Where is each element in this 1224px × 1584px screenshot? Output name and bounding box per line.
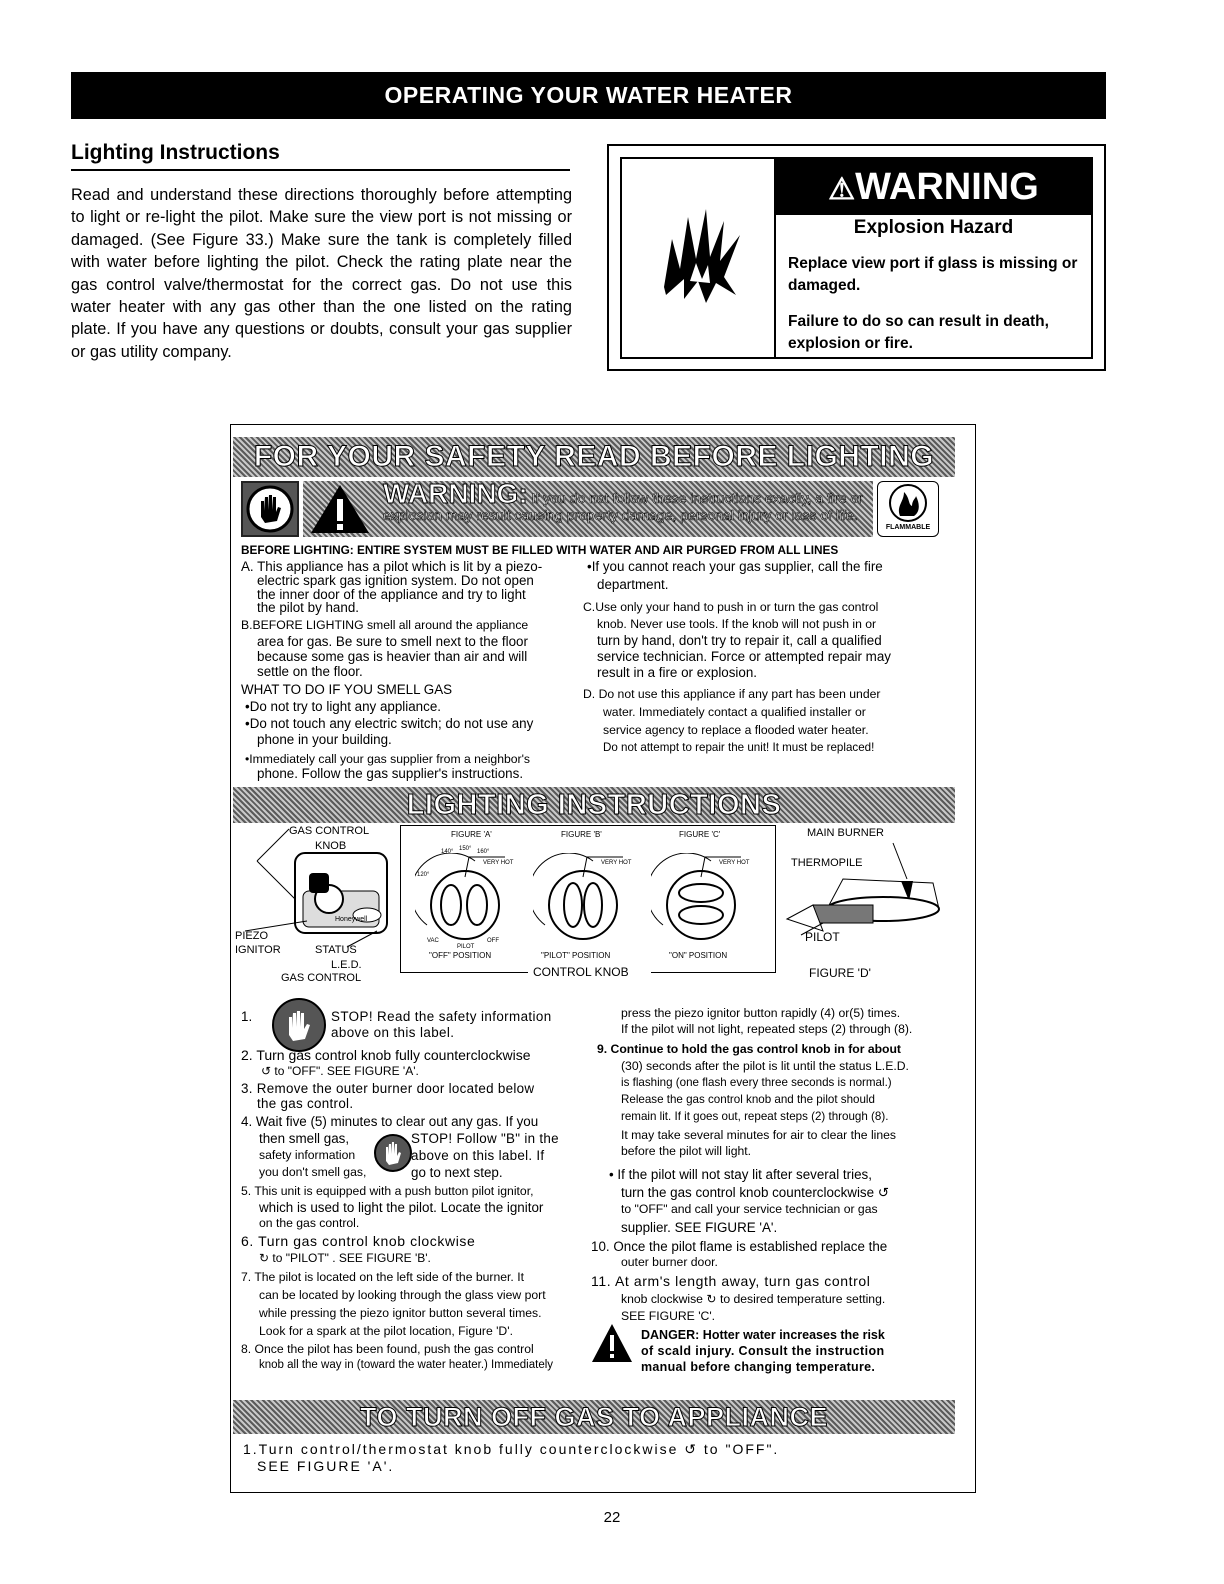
safety-header-bar [233,437,955,477]
figure-b-label: FIGURE 'B' [561,830,602,839]
step-11-line2: knob clockwise ↻ to desired temperature setting. [621,1292,886,1306]
fire-dept-line2: department. [597,577,669,592]
step-11-line1: 11. At arm's length away, turn gas control [591,1273,871,1289]
item-a-line1: A. This appliance has a pilot which is lit by a piezo- [241,559,543,574]
flammable-fire-icon [878,482,938,524]
step-10-line1: 10. Once the pilot flame is established replace the [591,1239,888,1254]
step-5-line1: 5. This unit is equipped with a push button pilot ignitor, [241,1184,534,1198]
intro-paragraph: Read and understand these directions thoroughly before attempting to light or re-light the pilot. Make sure the view port is not missing or damaged. (See Figure 33.) Make sure the tank is completely filled with water before lighting the pilot. Check the rating plate near the gas control valve/thermostat for the correct gas. Do not use this water heater with any gas other than the one listed on the rating plate. If you have any questions or doubts, consult your gas supplier or gas utility company. [71,186,572,361]
warning-bar-text [383,478,869,537]
vac-a: VAC [427,938,439,944]
step-4-line4: safety information [259,1148,356,1162]
flammable-icon-box [877,481,939,537]
step-11-line3: SEE FIGURE 'C'. [621,1309,716,1323]
control-knob-line-left [400,972,528,973]
item-c-line2: knob. Never use tools. If the knob will not push in or [597,617,877,631]
step-8-line4: If the pilot will not light, repeated steps (2) through (8). [621,1022,913,1036]
very-hot-a: VERY HOT [483,860,514,866]
step-6-line2: ↻ to "PILOT" . SEE FIGURE 'B'. [259,1251,431,1265]
step-9-line3: is flashing (one flash every three seconds is normal.) [621,1076,892,1089]
step-7-line2: can be located by looking through the glass view port [259,1288,546,1302]
item-d-line1: D. Do not use this appliance if any part has been under [583,687,881,701]
item-c-line1: C.Use only your hand to push in or turn the gas control [583,600,879,614]
temp-150-a: 150° [459,846,472,852]
item-d-line3: service agency to replace a flooded water heater. [603,723,869,737]
turn-off-header-text: TO TURN OFF GAS TO APPLIANCE [359,1402,829,1432]
pilot-caption: PILOT [805,930,840,944]
step-1-line1: STOP! Read the safety information [331,1009,552,1024]
status-caption: STATUS [315,944,357,956]
smell-bullet-1: •Do not try to light any appliance. [245,699,441,714]
very-hot-c: VERY HOT [719,860,750,866]
figure-c-label: FIGURE 'C' [679,830,721,839]
gas-control-caption-2: GAS CONTROL [281,972,362,984]
step-4-line7: go to next step. [411,1165,503,1180]
pilot-position-label: "PILOT" POSITION [541,951,611,960]
warning-line-2: Failure to do so can result in death, explosion or fire. [788,313,1049,352]
item-c-line4: service technician. Force or attempted repair may [597,649,891,664]
item-b-line3: because some gas is heavier than air and will [257,649,528,664]
step-9-line9: turn the gas control knob counterclockwise ↺ [621,1185,890,1200]
warning-header [776,159,1091,215]
temp-140-a: 140° [441,849,454,855]
off-small-a: OFF [487,938,499,944]
warning-word: WARNING: [383,478,528,509]
step-9-line11: supplier. SEE FIGURE 'A'. [621,1220,778,1235]
step-2-line1: 2. Turn gas control knob fully counterclockwise [241,1047,531,1063]
step-9-line4: Release the gas control knob and the pilot should [621,1093,875,1106]
lighting-header-bar [233,787,955,823]
stop-hand-icon-box [241,481,299,537]
step-8-line2: knob all the way in (toward the water heater.) Immediately [259,1359,554,1371]
section-title: Lighting Instructions [71,141,570,171]
item-b-line4: settle on the floor. [257,664,363,679]
knob-on-drawing [651,853,751,953]
step-4-line5: above on this label. If [411,1148,545,1163]
step-3-line2: the gas control. [257,1096,354,1111]
step-2-line2: ↺ to "OFF". SEE FIGURE 'A'. [261,1064,419,1078]
stop-hand-icon [243,483,297,535]
ignitor-caption: IGNITOR [235,944,281,956]
led-caption: L.E.D. [331,959,362,971]
step-3-line1: 3. Remove the outer burner door located below [241,1081,535,1096]
temp-160-a: 160° [477,849,490,855]
step-5-line3: on the gas control. [259,1216,360,1230]
before-lighting-title: BEFORE LIGHTING: ENTIRE SYSTEM MUST BE FILLED WITH WATER AND AIR PURGED FROM ALL LINES [241,543,839,557]
on-position-label: "ON" POSITION [669,951,728,960]
warning-header-text: WARNING [855,166,1039,208]
warning-inner-frame [620,157,1093,359]
danger-line2: of scald injury. Consult the instruction [641,1344,885,1358]
step-1-line2: above on this label. [331,1025,455,1040]
page-banner: OPERATING YOUR WATER HEATER [71,72,1106,119]
explosion-icon [644,199,754,309]
figure-d-label: FIGURE 'D' [809,966,871,980]
temp-120-a: 120° [417,872,430,878]
step-8-line3: press the piezo ignitor button rapidly (4) or(5) times. [621,1006,901,1020]
very-hot-b: VERY HOT [601,860,632,866]
main-burner-caption: MAIN BURNER [807,827,885,839]
step-10-line2: outer burner door. [621,1255,718,1269]
turn-off-line2: SEE FIGURE 'A'. [257,1458,395,1474]
step-7-line3: while pressing the piezo ignitor button several times. [259,1306,542,1320]
item-a-line3: the inner door of the appliance and try to light [257,587,526,602]
item-a-line2: electric spark gas ignition system. Do not open [257,573,534,588]
stop-hand-icon-step1 [271,997,327,1053]
danger-triangle-icon [591,1323,633,1363]
item-c-line5: result in a fire or explosion. [597,665,758,680]
knob-pilot-drawing [533,853,633,953]
step-1-number: 1. [241,1009,253,1024]
step-9-line10: to "OFF" and call your service technician or gas [621,1202,878,1216]
turn-off-header-bar [233,1400,955,1434]
warning-line-1: Replace view port if glass is missing or damaged. [788,255,1078,294]
step-4-line6: you don't smell gas, [259,1165,367,1179]
item-a-line4: the pilot by hand. [257,600,359,615]
smell-bullet-2a: •Do not touch any electric switch; do not use any [245,716,534,731]
stop-hand-icon-step4 [373,1125,413,1181]
gas-control-caption: GAS CONTROL [289,825,370,837]
smell-bullet-2b: phone in your building. [257,732,392,747]
smell-gas-title: WHAT TO DO IF YOU SMELL GAS [241,682,453,697]
off-position-label: "OFF" POSITION [429,951,492,960]
pilot-small-a: PILOT [457,944,475,950]
step-4-line2: then smell gas, [259,1131,350,1146]
warning-bar [303,478,873,537]
step-9-line8: • If the pilot will not stay lit after several tries, [609,1167,872,1182]
smell-bullet-3a: •Immediately call your gas supplier from a neighbor's [245,752,531,766]
safety-header-text: FOR YOUR SAFETY READ BEFORE LIGHTING [253,440,935,473]
step-7-line1: 7. The pilot is located on the left side of the burner. It [241,1270,524,1284]
danger-line3: manual before changing temperature. [641,1360,876,1374]
lighting-label [230,424,976,1493]
step-9-line6: It may take several minutes for air to clear the lines [621,1128,897,1142]
danger-line1: DANGER: Hotter water increases the risk [641,1328,885,1342]
smell-bullet-3b: phone. Follow the gas supplier's instructions. [257,766,524,781]
knob-caption: KNOB [315,840,347,852]
thermopile-caption: THERMOPILE [791,857,863,869]
piezo-caption: PIEZO [235,930,269,942]
item-b-line2: area for gas. Be sure to smell next to the floor [257,634,528,649]
fire-dept-line1: •If you cannot reach your gas supplier, call the fire [587,559,883,574]
step-9-line5: remain lit. If it goes out, repeat steps (2) through (8). [621,1110,889,1123]
warning-message: If you do not follow these instructions exactly, a fire or explosion may result causing property damage, personal injury or loss of life. [383,490,863,523]
lighting-header-text: LIGHTING INSTRUCTIONS [406,789,782,821]
item-d-line4: Do not attempt to repair the unit! It must be replaced! [603,741,875,754]
page-number: 22 [603,1509,621,1526]
step-8-line1: 8. Once the pilot has been found, push the gas control [241,1342,534,1356]
warning-triangle-icon: ⚠ [828,173,856,206]
item-d-line2: water. Immediately contact a qualified installer or [603,705,866,719]
brand-label: Honeywell [335,916,368,923]
control-knob-caption: CONTROL KNOB [533,965,629,979]
flammable-text: FLAMMABLE [885,524,931,531]
turn-off-line1: 1.Turn control/thermostat knob fully counterclockwise ↺ to "OFF". [243,1441,780,1457]
warning-subtitle: Explosion Hazard [853,217,1014,238]
exclamation-triangle-icon [309,483,371,535]
control-knob-line-right [651,972,776,973]
step-4-line3: STOP! Follow "B" in the [411,1131,559,1146]
step-4-line1: 4. Wait five (5) minutes to clear out any gas. If you [241,1114,539,1129]
step-9-line2: (30) seconds after the pilot is lit until the status L.E.D. [621,1059,909,1073]
item-c-line3: turn by hand, don't try to repair it, call a qualified [597,633,882,648]
explosion-warning-box [607,144,1106,371]
step-5-line2: which is used to light the pilot. Locate the ignitor [259,1200,544,1215]
step-9-line1: 9. Continue to hold the gas control knob in for about [597,1042,901,1056]
item-b-line1: B.BEFORE LIGHTING smell all around the appliance [241,618,529,632]
figure-a-label: FIGURE 'A' [451,830,492,839]
step-7-line4: Look for a spark at the pilot location, Figure 'D'. [259,1324,513,1338]
step-6-line1: 6. Turn gas control knob clockwise [241,1233,476,1249]
step-9-line7: before the pilot will light. [621,1144,752,1158]
